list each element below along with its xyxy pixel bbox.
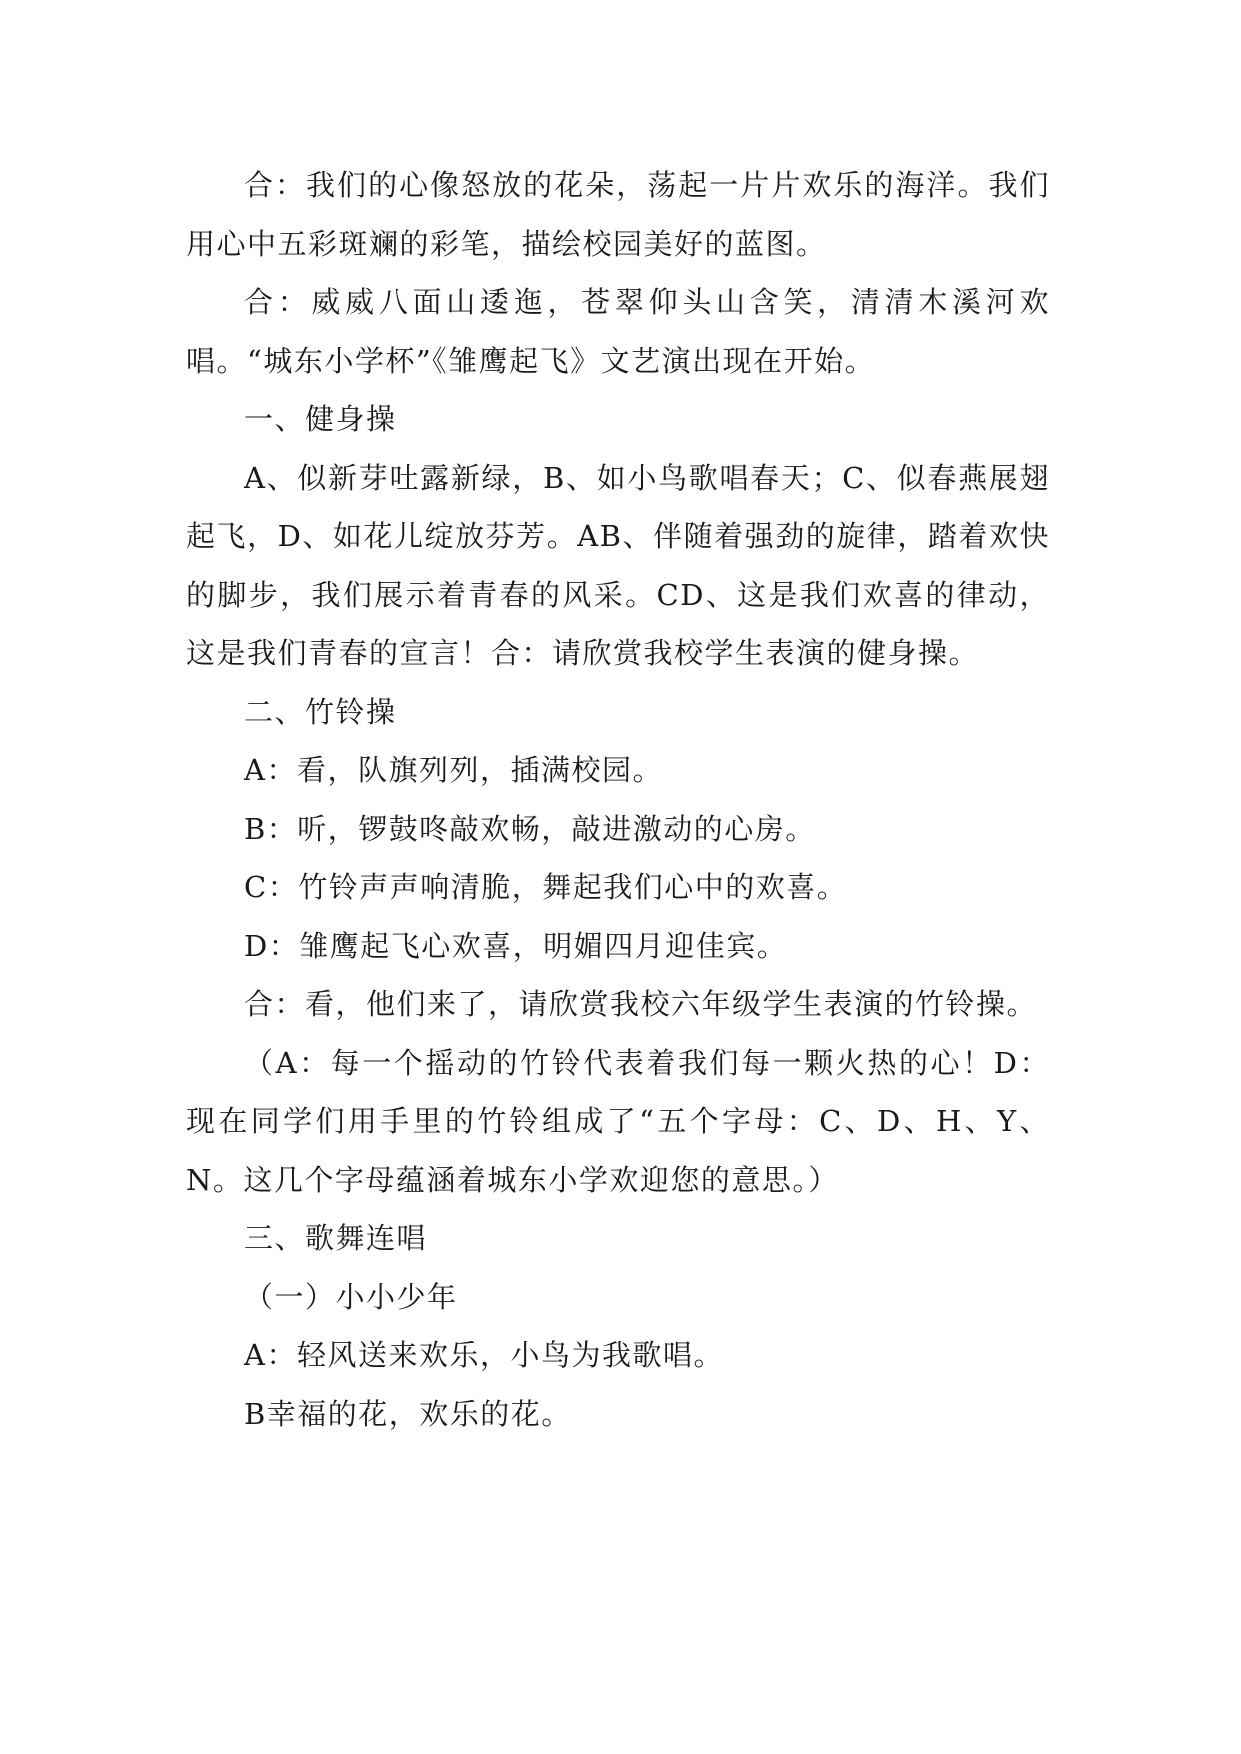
paragraph-fitness-exercise-lines: A、似新芽吐露新绿，B、如小鸟歌唱春天；C、似春燕展翅起飞，D、如花儿绽放芬芳。AB、伴随着强劲的旋律，踏着欢快的脚步，我们展示着青春的风采。CD、这是我们欢喜的律动，这是我们青春的宣言！合：请欣赏我校学生表演的健身操。 (186, 460, 1050, 670)
document-body (186, 156, 1050, 1443)
paragraph-line-c: C：竹铃声声响清脆，舞起我们心中的欢喜。 (244, 870, 848, 904)
paragraph-bamboo-bell-note: （A：每一个摇动的竹铃代表着我们每一颗火热的心！D：现在同学们用手里的竹铃组成了“五个字母：C、D、H、Y、N。这几个字母蕴涵着城东小学欢迎您的意思。） (186, 1045, 1050, 1197)
paragraph-line-a: A：看，队旗列列，插满校园。 (244, 753, 663, 787)
section-heading-bamboo-bell-exercise: 二、竹铃操 (244, 694, 397, 729)
paragraph-line-b: B：听，锣鼓咚敲欢畅，敲进激动的心房。 (244, 811, 816, 846)
paragraph-line-d: D：雏鹰起飞心欢喜，明媚四月迎佳宾。 (244, 928, 788, 963)
subsection-heading-little-youth: （一）小小少年 (244, 1279, 458, 1314)
section-heading-fitness-exercise: 一、健身操 (244, 402, 397, 436)
paragraph-chorus-bamboo-bell: 合：看，他们来了，请欣赏我校六年级学生表演的竹铃操。 (244, 987, 1038, 1021)
paragraph-chorus-opening: 合：我们的心像怒放的花朵，荡起一片片欢乐的海洋。我们用心中五彩斑斓的彩笔，描绘校园美好的蓝图。 (186, 168, 1050, 261)
paragraph-song-line-a: A：轻风送来欢乐，小鸟为我歌唱。 (244, 1338, 724, 1372)
paragraph-chorus-announcement: 合：威威八面山逶迤，苍翠仰头山含笑，清清木溪河欢唱。“城东小学杯”《雏鹰起飞》文艺演出现在开始。 (186, 285, 1050, 378)
paragraph-song-line-b: B幸福的花，欢乐的花。 (244, 1396, 572, 1431)
section-heading-song-dance-medley: 三、歌舞连唱 (244, 1221, 428, 1255)
